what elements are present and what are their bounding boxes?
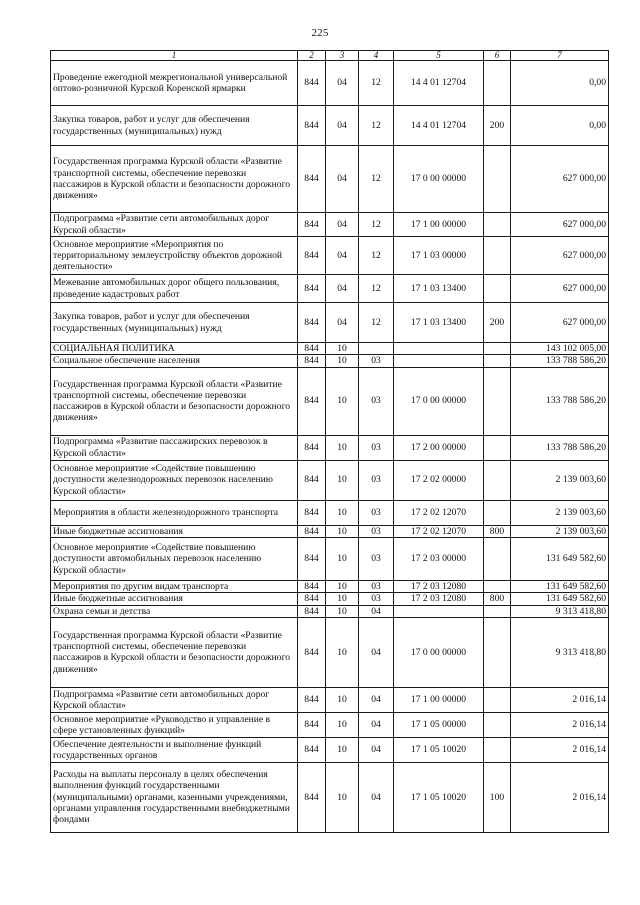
budget-item-name: Основное мероприятие «Содействие повышению доступности железнодорожных перевозок населению Курской области» [51,460,298,500]
budget-item-name: Подпрограмма «Развитие сети автомобильных дорог Курской области» [51,687,298,712]
expense-type-code: 800 [484,525,511,537]
section-code: 04 [326,106,359,146]
section-code: 04 [326,237,359,275]
amount: 2 016,14 [511,687,609,712]
expense-type-code [484,460,511,500]
amount: 2 139 003,60 [511,500,609,525]
target-article-code: 17 1 05 10020 [394,737,484,762]
subsection-code: 12 [359,213,394,237]
amount: 627 000,00 [511,303,609,343]
target-article-code: 17 2 02 12070 [394,525,484,537]
budget-item-name: Социальное обеспечение населения [51,355,298,367]
table-row [51,355,609,367]
expense-type-code [484,367,511,435]
ministry-code: 844 [298,593,326,605]
amount: 133 788 586,20 [511,367,609,435]
table-row [51,106,609,146]
section-code: 10 [326,712,359,737]
expense-type-code [484,687,511,712]
ministry-code: 844 [298,460,326,500]
table-row [51,61,609,106]
budget-item-name: Основное мероприятие «Руководство и управление в сфере установленных функций» [51,712,298,737]
amount: 2 139 003,60 [511,460,609,500]
subsection-code: 12 [359,106,394,146]
subsection-code: 03 [359,580,394,592]
section-code: 10 [326,500,359,525]
target-article-code [394,605,484,617]
column-header: 3 [326,51,359,61]
ministry-code: 844 [298,343,326,355]
subsection-code: 04 [359,737,394,762]
ministry-code: 844 [298,146,326,213]
target-article-code: 14 4 01 12704 [394,61,484,106]
budget-table [50,50,609,833]
section-code: 10 [326,762,359,832]
expense-type-code [484,61,511,106]
budget-item-name: Мероприятия по другим видам транспорта [51,580,298,592]
amount: 627 000,00 [511,213,609,237]
subsection-code: 12 [359,146,394,213]
expense-type-code [484,343,511,355]
expense-type-code [484,537,511,580]
section-code: 10 [326,737,359,762]
target-article-code: 17 1 00 00000 [394,687,484,712]
ministry-code: 844 [298,605,326,617]
table-row [51,737,609,762]
amount: 2 016,14 [511,737,609,762]
expense-type-code [484,146,511,213]
subsection-code: 12 [359,61,394,106]
amount: 131 649 582,60 [511,593,609,605]
subsection-code: 03 [359,355,394,367]
amount: 627 000,00 [511,146,609,213]
target-article-code: 17 0 00 00000 [394,146,484,213]
ministry-code: 844 [298,617,326,687]
budget-item-name: Подпрограмма «Развитие сети автомобильных дорог Курской области» [51,213,298,237]
target-article-code: 17 0 00 00000 [394,367,484,435]
table-body [51,61,609,833]
column-header: 6 [484,51,511,61]
column-header: 7 [511,51,609,61]
ministry-code: 844 [298,737,326,762]
amount: 133 788 586,20 [511,435,609,460]
budget-item-name: Основное мероприятие «Мероприятия по территориальному землеустройству объектов дорожной деятельности» [51,237,298,275]
table-row [51,580,609,592]
target-article-code: 17 1 00 00000 [394,213,484,237]
section-code: 10 [326,537,359,580]
subsection-code: 04 [359,605,394,617]
page-number: 225 [311,27,329,39]
budget-item-name: Расходы на выплаты персоналу в целях обеспечения выполнения функций государственными (муниципальными) органами, казенными учреждениями, органами управления государственными внебюджетными фондами [51,762,298,832]
table-row [51,593,609,605]
ministry-code: 844 [298,275,326,303]
subsection-code: 12 [359,303,394,343]
section-code: 10 [326,593,359,605]
expense-type-code: 800 [484,593,511,605]
budget-item-name: Подпрограмма «Развитие пассажирских перевозок в Курской области» [51,435,298,460]
amount: 627 000,00 [511,275,609,303]
budget-item-name: Государственная программа Курской области «Развитие транспортной системы, обеспечение перевозки пассажиров в Курской области и безопасности дорожного движения» [51,367,298,435]
target-article-code: 17 1 05 00000 [394,712,484,737]
ministry-code: 844 [298,537,326,580]
table-row [51,460,609,500]
subsection-code: 04 [359,762,394,832]
subsection-code: 03 [359,435,394,460]
expense-type-code [484,605,511,617]
table-row [51,712,609,737]
target-article-code: 17 1 03 00000 [394,237,484,275]
subsection-code: 04 [359,712,394,737]
budget-item-name: Межевание автомобильных дорог общего пользования, проведение кадастровых работ [51,275,298,303]
ministry-code: 844 [298,712,326,737]
target-article-code: 17 2 03 12080 [394,580,484,592]
target-article-code [394,355,484,367]
amount: 2 139 003,60 [511,525,609,537]
table-row [51,275,609,303]
amount: 0,00 [511,61,609,106]
expense-type-code [484,213,511,237]
budget-item-name: Охрана семьи и детства [51,605,298,617]
table-row [51,525,609,537]
expense-type-code: 200 [484,303,511,343]
ministry-code: 844 [298,687,326,712]
section-code: 10 [326,460,359,500]
table-row [51,617,609,687]
section-code: 04 [326,275,359,303]
table-row [51,343,609,355]
amount: 2 016,14 [511,712,609,737]
budget-item-name: Обеспечение деятельности и выполнение функций государственных органов [51,737,298,762]
target-article-code: 17 2 02 12070 [394,500,484,525]
expense-type-code [484,737,511,762]
budget-item-name: Закупка товаров, работ и услуг для обеспечения государственных (муниципальных) нужд [51,106,298,146]
section-code: 10 [326,617,359,687]
ministry-code: 844 [298,106,326,146]
amount: 131 649 582,60 [511,580,609,592]
amount: 133 788 586,20 [511,355,609,367]
budget-item-name: Иные бюджетные ассигнования [51,593,298,605]
table-header-row [51,51,609,61]
amount: 627 000,00 [511,237,609,275]
section-code: 04 [326,61,359,106]
ministry-code: 844 [298,525,326,537]
column-header: 5 [394,51,484,61]
expense-type-code [484,712,511,737]
ministry-code: 844 [298,580,326,592]
section-code: 04 [326,303,359,343]
target-article-code: 17 1 05 10020 [394,762,484,832]
amount: 2 016,14 [511,762,609,832]
target-article-code: 14 4 01 12704 [394,106,484,146]
expense-type-code: 200 [484,106,511,146]
expense-type-code [484,237,511,275]
ministry-code: 844 [298,762,326,832]
table-row [51,367,609,435]
column-header: 1 [51,51,298,61]
ministry-code: 844 [298,61,326,106]
subsection-code: 03 [359,460,394,500]
table-row [51,762,609,832]
budget-item-name: Мероприятия в области железнодорожного транспорта [51,500,298,525]
budget-item-name: Основное мероприятие «Содействие повышению доступности автомобильных перевозок населению Курской области» [51,537,298,580]
budget-item-name: Государственная программа Курской области «Развитие транспортной системы, обеспечение перевозки пассажиров в Курской области и безопасности дорожного движения» [51,146,298,213]
subsection-code: 03 [359,593,394,605]
table-row [51,213,609,237]
ministry-code: 844 [298,500,326,525]
table-row [51,605,609,617]
expense-type-code [484,580,511,592]
expense-type-code [484,617,511,687]
budget-item-name: Государственная программа Курской области «Развитие транспортной системы, обеспечение перевозки пассажиров в Курской области и безопасности дорожного движения» [51,617,298,687]
target-article-code: 17 2 00 00000 [394,435,484,460]
table-row [51,537,609,580]
section-code: 10 [326,355,359,367]
budget-item-name: СОЦИАЛЬНАЯ ПОЛИТИКА [51,343,298,355]
subsection-code: 04 [359,617,394,687]
amount: 9 313 418,80 [511,605,609,617]
subsection-code [359,343,394,355]
ministry-code: 844 [298,367,326,435]
expense-type-code [484,355,511,367]
ministry-code: 844 [298,355,326,367]
subsection-code: 03 [359,367,394,435]
target-article-code: 17 2 02 00000 [394,460,484,500]
column-header: 4 [359,51,394,61]
table-row [51,687,609,712]
section-code: 10 [326,525,359,537]
budget-item-name: Проведение ежегодной межрегиональной универсальной оптово-розничной Курской Коренской ярмарки [51,61,298,106]
amount: 9 313 418,80 [511,617,609,687]
target-article-code: 17 2 03 00000 [394,537,484,580]
subsection-code: 03 [359,537,394,580]
section-code: 10 [326,367,359,435]
table-row [51,237,609,275]
expense-type-code: 100 [484,762,511,832]
section-code: 10 [326,580,359,592]
ministry-code: 844 [298,435,326,460]
target-article-code: 17 1 03 13400 [394,303,484,343]
column-header: 2 [298,51,326,61]
ministry-code: 844 [298,213,326,237]
table-row [51,303,609,343]
expense-type-code [484,500,511,525]
amount: 143 102 005,00 [511,343,609,355]
section-code: 10 [326,687,359,712]
section-code: 04 [326,146,359,213]
section-code: 10 [326,343,359,355]
ministry-code: 844 [298,303,326,343]
amount: 131 649 582,60 [511,537,609,580]
target-article-code [394,343,484,355]
section-code: 04 [326,213,359,237]
budget-item-name: Иные бюджетные ассигнования [51,525,298,537]
target-article-code: 17 0 00 00000 [394,617,484,687]
table-row [51,146,609,213]
subsection-code: 04 [359,687,394,712]
subsection-code: 12 [359,275,394,303]
ministry-code: 844 [298,237,326,275]
table-row [51,435,609,460]
target-article-code: 17 1 03 13400 [394,275,484,303]
section-code: 10 [326,605,359,617]
amount: 0,00 [511,106,609,146]
target-article-code: 17 2 03 12080 [394,593,484,605]
expense-type-code [484,275,511,303]
expense-type-code [484,435,511,460]
subsection-code: 12 [359,237,394,275]
table-row [51,500,609,525]
section-code: 10 [326,435,359,460]
subsection-code: 03 [359,500,394,525]
subsection-code: 03 [359,525,394,537]
budget-item-name: Закупка товаров, работ и услуг для обеспечения государственных (муниципальных) нужд [51,303,298,343]
